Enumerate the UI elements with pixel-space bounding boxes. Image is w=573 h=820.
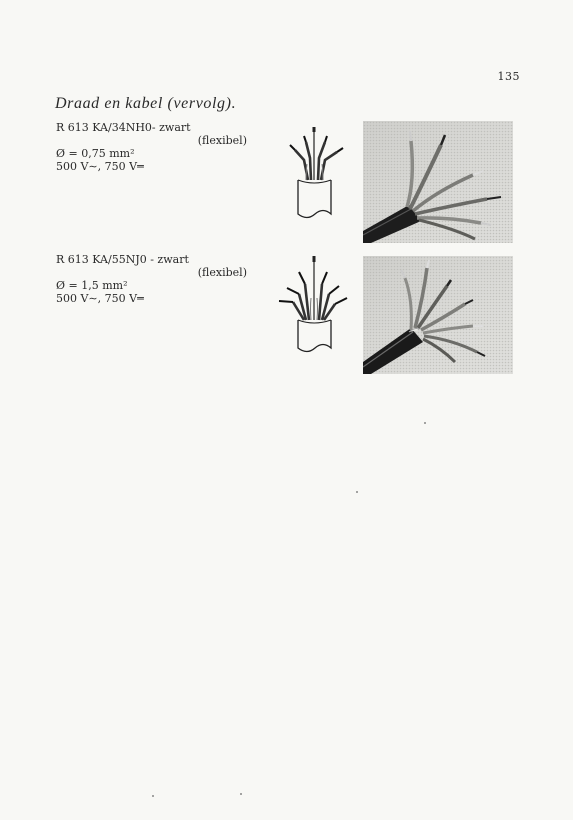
cable-code: R 613 KA/55NJ0 - zwart <box>56 253 189 266</box>
scan-speck <box>240 793 242 795</box>
cable-diameter: Ø = 0,75 mm² <box>56 147 135 160</box>
cable-voltage: 500 V∼, 750 V═ <box>56 292 144 305</box>
cable-entry-2 <box>56 253 251 305</box>
cable-diagram-2 <box>275 254 355 354</box>
cable-type: (flexibel) <box>197 266 247 279</box>
cable-voltage: 500 V∼, 750 V═ <box>56 160 144 173</box>
scan-speck <box>424 422 426 424</box>
cable-entry-1 <box>56 121 251 173</box>
cable-photo-2 <box>363 256 513 374</box>
cable-diagram-1 <box>275 126 355 226</box>
cable-diameter: Ø = 1,5 mm² <box>56 279 128 292</box>
page-number: 135 <box>497 70 520 83</box>
cable-code: R 613 KA/34NH0- zwart <box>56 121 191 134</box>
scan-speck <box>356 491 358 493</box>
cable-type: (flexibel) <box>197 134 247 147</box>
section-title: Draad en kabel (vervolg). <box>55 95 237 112</box>
scan-speck <box>152 795 154 797</box>
cable-photo-1 <box>363 121 513 243</box>
